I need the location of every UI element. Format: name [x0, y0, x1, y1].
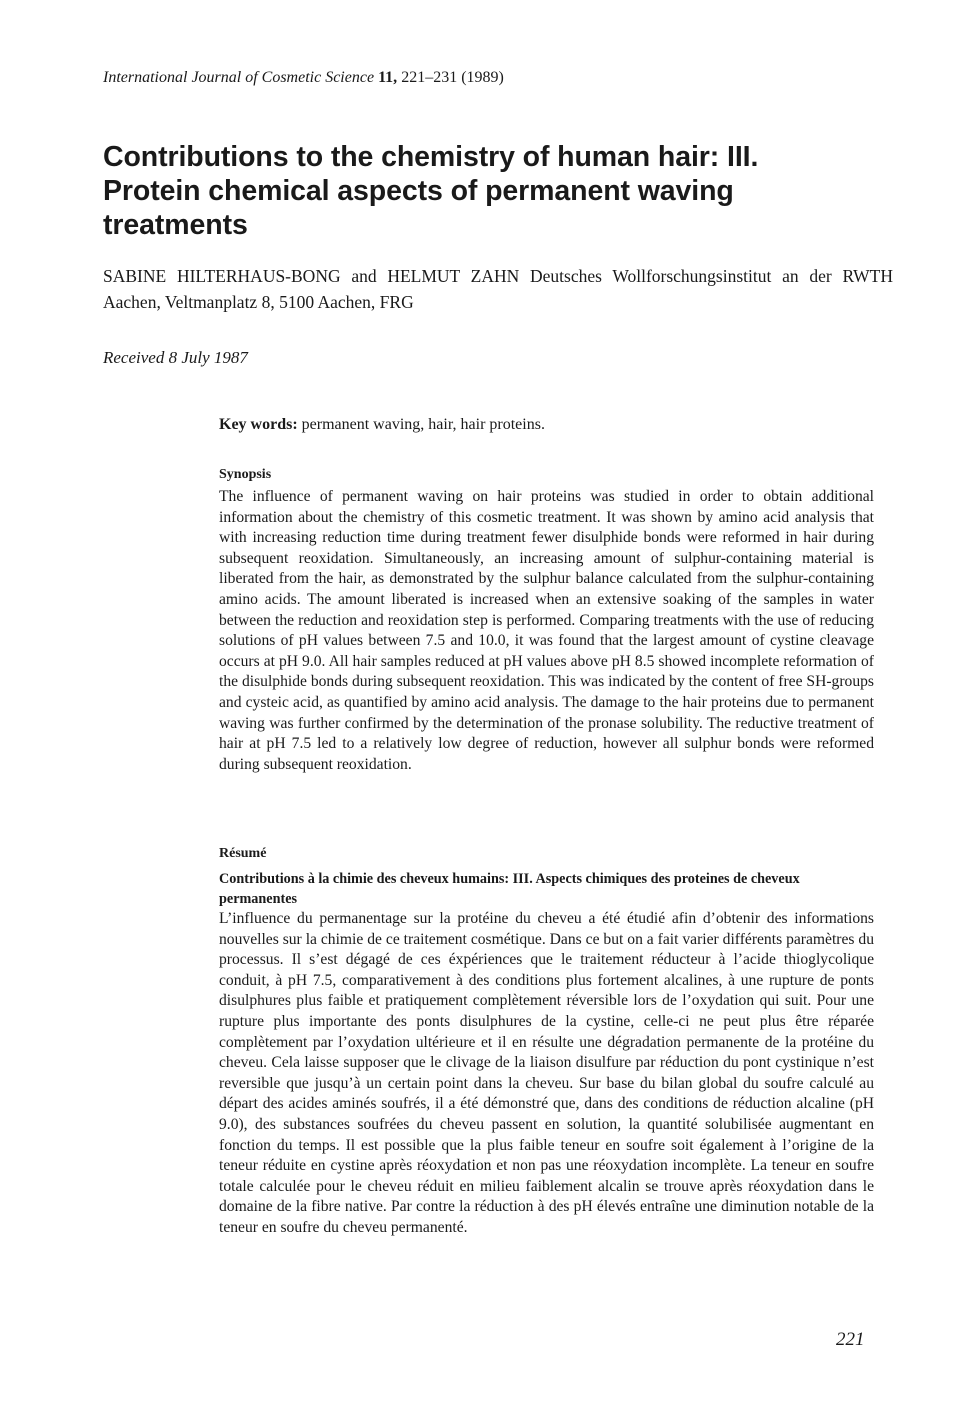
- article-title: Contributions to the chemistry of human hair: III. Protein chemical aspects of permanent waving treatments: [103, 141, 759, 241]
- keywords-line: [219, 416, 545, 434]
- resume-subtitle: Contributions à la chimie des cheveux humains: III. Aspects chimiques des proteines de cheveux permanentes: [219, 871, 800, 907]
- page-number: 221: [836, 1329, 865, 1350]
- journal-pages: 221–231 (1989): [401, 69, 504, 86]
- keywords-text: permanent waving, hair, hair proteins.: [301, 416, 545, 433]
- received-date: Received 8 July 1987: [103, 348, 248, 367]
- keywords-label: Key words:: [219, 416, 298, 433]
- article-authors: SABINE HILTERHAUS-BONG and HELMUT ZAHN Deutsches Wollforschungsinstitut an der RWTH Aachen, Veltmanplatz 8, 5100 Aachen, FRG: [103, 266, 893, 312]
- synopsis-heading: Synopsis: [219, 467, 272, 482]
- journal-citation: [103, 69, 504, 87]
- synopsis-section: [219, 466, 874, 775]
- resume-section: [219, 845, 874, 1239]
- synopsis-text: The influence of permanent waving on hair proteins was studied in order to obtain additional information about the chemistry of this cosmetic treatment. It was shown by amino acid analysis that with increasing reduction time during treatment fewer disulphide bonds were reformed in hair during subsequent reoxidation. Simultaneously, an increasing amount of sulphur-containing material is liberated from the hair, as demonstrated by the sulphur balance calculated from the sulphur-containing amino acids. The amount liberated is increased when an extensive soaking of the samples in water between the reduction and reoxidation step is performed. Comparing treatments with the use of reducing solutions of pH values between 7.5 and 10.0, it was found that the largest amount of cystine cleavage occurs at pH 9.0. All hair samples reduced at pH values above pH 8.5 showed incomplete reformation of the disulphide bonds during subsequent reoxidation. This was indicated by the content of free SH-groups and cysteic acid, as quantified by amino acid analysis. The damage to the hair proteins due to permanent waving was further confirmed by the determination of the pronase solubility. The reductive treatment of hair at pH 7.5 led to a relatively low degree of reduction, however all sulphur bonds were reformed during subsequent reoxidation.: [219, 488, 874, 773]
- journal-volume: 11,: [378, 69, 398, 86]
- journal-name: International Journal of Cosmetic Science: [103, 69, 375, 86]
- resume-text: L’influence du permanentage sur la protéine du cheveu a été étudié afin d’obtenir des informations nouvelles sur la chimie de ce traitement cosmétique. Dans ce but on a fait varier différents paramètres du processus. Il s’est dégagé de ces éxpériences que le traitement réducteur à l’acide thioglycolique conduit, à pH 7.5, comparativement à des conditions plus fortement alcalines, à une rupture de ponts disulphures plus faible et pratiquement complètement réversible lors de l’oxydation qui suit. Pour une rupture plus importante des ponts disulphures de la cystine, celle-ci ne peut plus être réparée complètement par l’oxydation ultérieure et il en résulte une dégradation permanente de la protéine du cheveu. Cela laisse supposer que le clivage de la liaison disulfure par réduction du pont cystinique n’est reversible que jusqu’à un certain point dans la cheveu. Sur base du bilan global du soufre calculé au départ des acides aminés soufrés, il a été démonstré que, dans des conditions de réduction alcaline (pH 9.0), des substances soufrées du cheveu passent en solution, la quantité solubilisée augmentant en fonction du temps. Il est possible que la plus faible teneur en soufre soit également à l’origine de la teneur réduite en cystine après réoxydation et non pas une réoxydation incomplète. La teneur en soufre totale calculée pour le cheveu réduit en milieu faiblement alcalin se trouve après réoxydation dans le domaine de la fibre native. Par contre la réduction à des pH élevés entraîne une diminution notable de la teneur en soufre du cheveu permanenté.: [219, 910, 874, 1236]
- resume-heading: Résumé: [219, 846, 267, 861]
